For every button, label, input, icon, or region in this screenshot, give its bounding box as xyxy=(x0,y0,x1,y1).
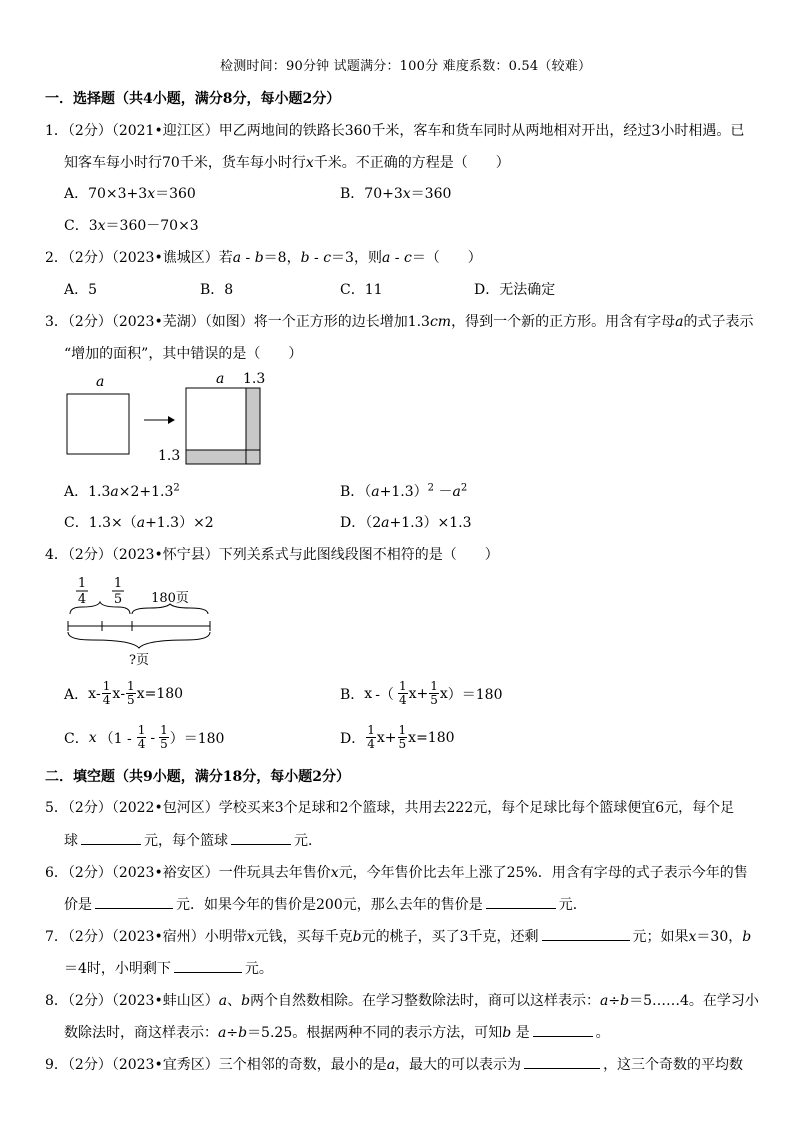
q2-stem: 2．（2分）（2023•谯城区）若a - b＝8，b - c＝3，则a - c＝（ ） xyxy=(45,250,482,266)
q1-option-b[interactable]: B．70+3x＝360 xyxy=(340,186,452,202)
q4-option-b[interactable]: B． x -（ $\frac{1}{4}$ x + $\frac{1}{5}$ x ）＝180 xyxy=(340,679,503,707)
q3-square-figure xyxy=(60,368,280,468)
q6-blank-expression[interactable] xyxy=(95,895,173,909)
q4-stem: 4．（2分）（2023•怀宁县）下列关系式与此图线段图不相符的是（ ） xyxy=(45,547,499,563)
q3-option-c[interactable]: C．1.3×（a+1.3）×2 xyxy=(64,515,214,531)
q3-stem-line1: 3．（2分）（2023•芜湖）（如图）将一个正方形的边长增加1.3cm，得到一个新的正方形。用含有字母a的式子表示 xyxy=(45,314,754,330)
q2-option-c[interactable]: C．11 xyxy=(340,282,383,298)
section-title-choice: 一．选择题（共4小题，满分8分，每小题2分） xyxy=(45,91,341,107)
q6-stem-line1: 6．（2分）（2023•裕安区）一件玩具去年售价x元，今年售价比去年上涨了25%．用含有字母的式子表示今年的售 xyxy=(45,865,748,881)
fig-frac2-den: 5 xyxy=(113,592,123,607)
fig-frac1-den: 4 xyxy=(77,592,87,607)
section-title-fill: 二．填空题（共9小题，满分18分，每小题2分） xyxy=(45,769,350,785)
q3-option-b[interactable]: B．$(a+1.3)^2 -a^2$ xyxy=(340,482,468,500)
q4-option-a[interactable]: A． x - $\frac{1}{4}$ x - $\frac{1}{5}$ x =180 xyxy=(64,679,184,707)
q9-blank-largest[interactable] xyxy=(524,1055,600,1069)
fig-label-13-left: 1.3 xyxy=(158,448,181,464)
q1-stem-line2: 知客车每小时行70千米，货车每小时行x千米。不正确的方程是（ ） xyxy=(64,155,510,171)
q7-stem-line1: 7．（2分）（2023•宿州）小明带x元钱，买每千克b元的桃子，买了3千克，还剩 元；如果x＝30，b xyxy=(45,929,752,945)
fig-frac2-num: 1 xyxy=(113,576,123,591)
q3-stem-line2: “增加的面积”，其中错误的是（ ） xyxy=(64,346,303,362)
q2-option-d[interactable]: D．无法确定 xyxy=(474,282,556,298)
fig-original-square xyxy=(67,394,129,454)
q4-option-c[interactable]: C． x （1 - $\frac{1}{4}$ - $\frac{1}{5}$ ）＝180 xyxy=(64,723,225,751)
q5-stem-line2: 球 元，每个篮球 元． xyxy=(64,833,322,849)
fig-arrow-head xyxy=(168,416,175,424)
fig-label-13-top: 1.3 xyxy=(243,371,266,387)
q8-stem-line2: 数除法时，商这样表示：a÷b＝5.25。根据两种不同的表示方法，可知b 是 。 xyxy=(64,1025,610,1041)
q3-option-a[interactable]: A．$1.3a\times 2+1.3^2$ xyxy=(64,482,180,500)
q1-option-a[interactable]: A．70×3+3x＝360 xyxy=(64,186,196,202)
q4-segment-figure xyxy=(62,570,222,670)
q8-stem-line1: 8．（2分）（2023•蚌山区）a、b两个自然数相除。在学习整数除法时，商可以这样表示：a÷b＝5……4。在学习小 xyxy=(45,993,759,1009)
fig-added-strip-bottom xyxy=(186,450,260,464)
fig-brace-total xyxy=(68,632,210,648)
fig-added-strip-right xyxy=(246,388,260,450)
fig-total-label: ?页 xyxy=(129,653,149,668)
q1-stem-line1: 1．（2分）（2021•迎江区）甲乙两地间的铁路长360千米，客车和货车同时从两地相对开出，经过3小时相遇。已 xyxy=(45,123,745,139)
q5-blank-football[interactable] xyxy=(81,831,141,845)
page-header: 检测时间：90分钟 试题满分：100分 难度系数：0.54（较难） xyxy=(220,59,592,74)
q8-blank-b[interactable] xyxy=(533,1023,593,1037)
q6-blank-lastyear[interactable] xyxy=(486,895,556,909)
q6-stem-line2: 价是 元．如果今年的售价是200元，那么去年的售价是 元． xyxy=(64,897,587,913)
q5-stem-line1: 5．（2分）（2022•包河区）学校买来3个足球和2个篮球，共用去222元，每个足球比每个篮球便宜6元，每个足 xyxy=(45,800,735,816)
q7-stem-line2: ＝4时，小明剩下 元。 xyxy=(64,961,273,977)
q1-option-c[interactable]: C．3x＝360－70×3 xyxy=(64,218,199,234)
fig-frac1-num: 1 xyxy=(77,576,87,591)
q2-option-b[interactable]: B．8 xyxy=(200,282,234,298)
fig-180-pages: 180页 xyxy=(151,591,189,606)
q3-option-d[interactable]: D．（2a+1.3）×1.3 xyxy=(340,515,472,531)
fig-side-a-small: a xyxy=(96,374,105,390)
q7-blank-expression[interactable] xyxy=(542,927,630,941)
q9-stem-line1: 9．（2分）（2023•宜秀区）三个相邻的奇数，最小的是a，最大的可以表示为 ，这三个奇数的平均数 xyxy=(45,1057,744,1073)
fig-side-a-large: a xyxy=(216,371,225,387)
q5-blank-basketball[interactable] xyxy=(231,831,291,845)
q2-option-a[interactable]: A．5 xyxy=(64,282,98,298)
q4-option-d[interactable]: D． $\frac{1}{4}$ x + $\frac{1}{5}$ x =180 xyxy=(340,723,455,751)
q7-blank-remaining[interactable] xyxy=(174,959,242,973)
